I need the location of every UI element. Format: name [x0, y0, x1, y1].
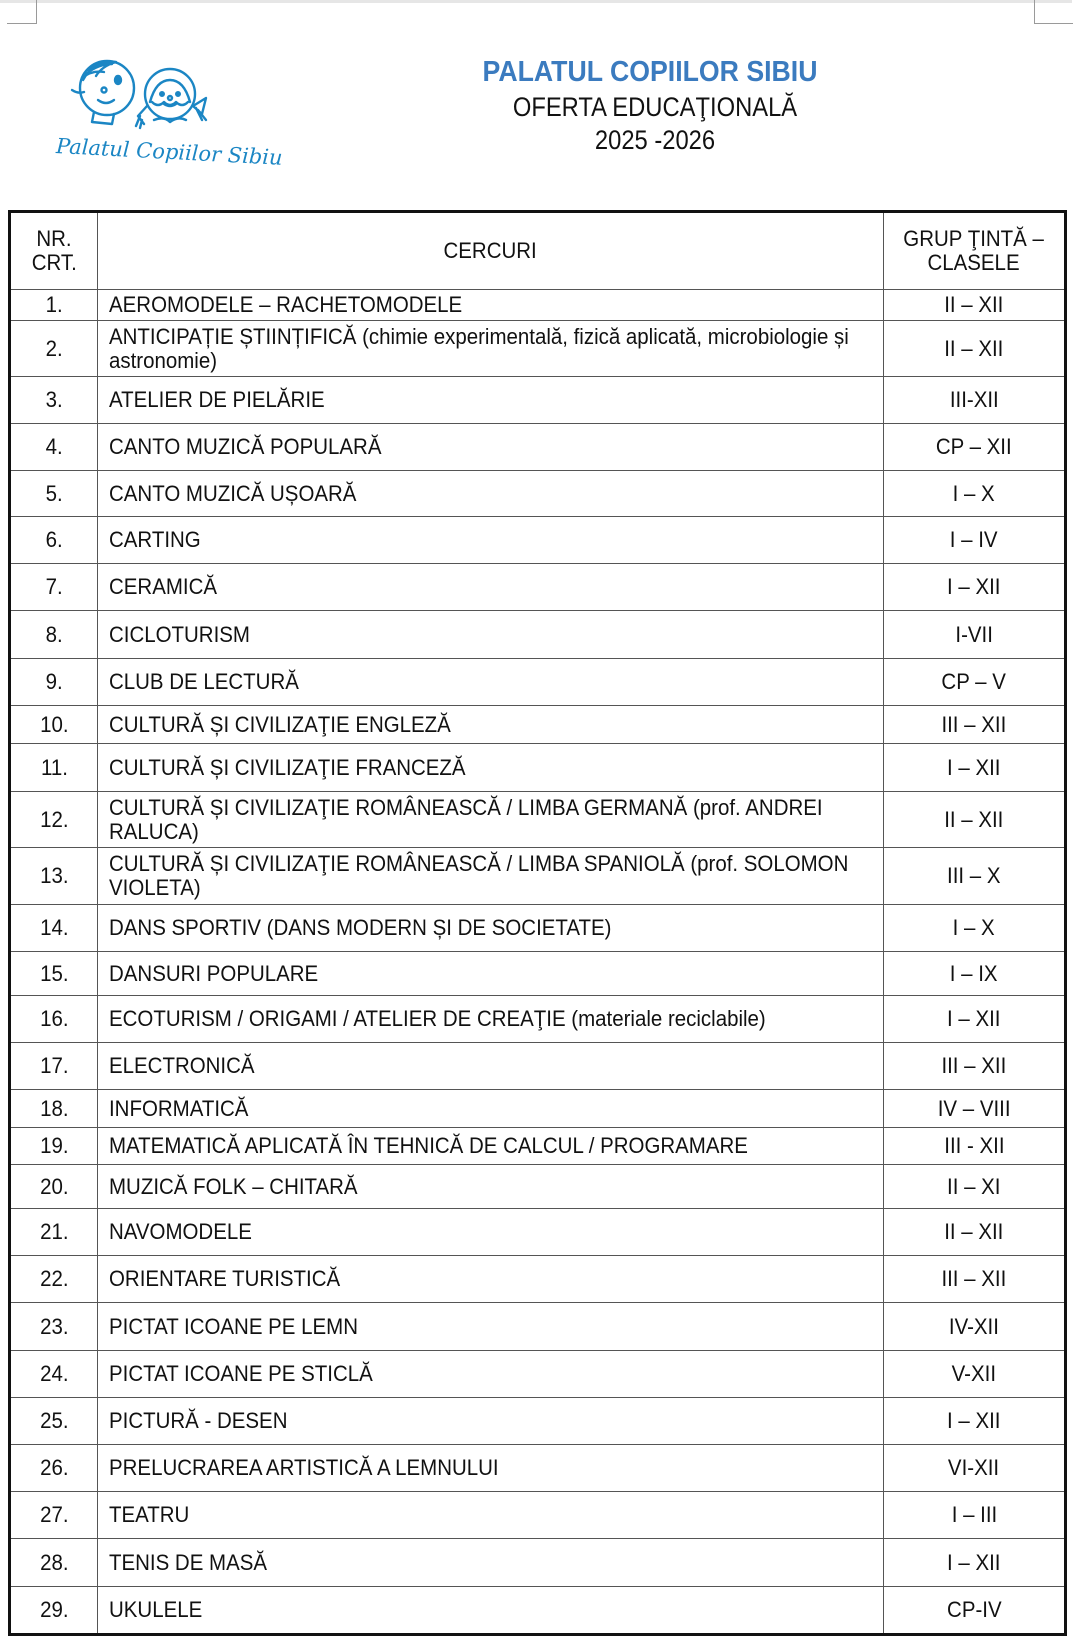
course-name: ANTICIPAȚIE ȘTIINȚIFICĂ (chimie experimentală, fizică aplicată, microbiologie și astronomie) [109, 323, 849, 373]
course-name-cell [98, 952, 884, 996]
course-name: MUZICĂ FOLK – CHITARĂ [109, 1173, 358, 1199]
course-name: UKULELE [109, 1597, 203, 1622]
target-group-cell [884, 1398, 1066, 1445]
target-group: III-XII [949, 387, 999, 412]
row-number-cell [10, 848, 98, 905]
row-number: 19. [39, 1133, 69, 1158]
course-name: ELECTRONICĂ [109, 1053, 255, 1078]
table-row [10, 1398, 1066, 1445]
course-name: CANTO MUZICĂ POPULARĂ [109, 434, 382, 459]
course-name: CULTURĂ ȘI CIVILIZAŢIE ROMÂNEASCĂ / LIMBA GERMANĂ (prof. ANDREI RALUCA) [109, 794, 823, 844]
target-group: III - XII [943, 1133, 1005, 1158]
target-group-cell [884, 517, 1066, 564]
row-number-cell [10, 611, 98, 659]
palatul-copiilor-logo [52, 50, 284, 180]
course-name-cell [98, 1587, 884, 1635]
target-group-cell [884, 905, 1066, 952]
target-group: I – XII [947, 574, 1001, 599]
row-number: 21. [39, 1219, 69, 1244]
row-number-cell [10, 424, 98, 471]
course-name-cell [98, 905, 884, 952]
table-row [10, 1303, 1066, 1351]
course-name-cell [98, 1539, 884, 1587]
row-number: 17. [39, 1053, 69, 1078]
table-row [10, 905, 1066, 952]
row-number: 2. [45, 335, 63, 361]
page-top-edge [0, 0, 1072, 3]
row-number-cell [10, 377, 98, 424]
target-group-cell [884, 1128, 1066, 1165]
target-group: I – IV [950, 527, 998, 552]
row-number: 26. [39, 1455, 69, 1480]
course-name: CERAMICĂ [109, 574, 217, 599]
row-number-cell [10, 321, 98, 377]
course-name: ATELIER DE PIELĂRIE [109, 387, 325, 412]
course-name-cell [98, 1165, 884, 1209]
target-group-cell [884, 564, 1066, 611]
row-number-cell [10, 1303, 98, 1351]
target-group: I – XII [947, 1006, 1001, 1031]
course-name: TENIS DE MASĂ [109, 1549, 268, 1575]
course-name-cell [98, 1209, 884, 1256]
row-number: 20. [39, 1173, 69, 1199]
target-group: II – XII [944, 1219, 1004, 1244]
row-number: 3. [45, 387, 63, 412]
course-name-cell [98, 706, 884, 744]
target-group: IV-XII [948, 1313, 1000, 1339]
target-group: III – XII [941, 1053, 1007, 1078]
row-number: 29. [39, 1597, 69, 1622]
course-name: DANSURI POPULARE [109, 960, 319, 986]
row-number-cell [10, 1398, 98, 1445]
course-name: PRELUCRAREA ARTISTICĂ A LEMNULUI [109, 1455, 499, 1480]
course-name-cell [98, 611, 884, 659]
row-number: 13. [39, 863, 69, 888]
table-row [10, 321, 1066, 377]
course-name-cell [98, 848, 884, 905]
course-name: CARTING [109, 527, 201, 552]
document-title: OFERTA EDUCAŢIONALĂ [512, 92, 798, 122]
target-group-cell [884, 1043, 1066, 1090]
target-group-cell [884, 744, 1066, 792]
table-row [10, 1351, 1066, 1398]
course-name-cell [98, 1128, 884, 1165]
target-group: I-VII [955, 621, 993, 647]
table-row [10, 1165, 1066, 1209]
course-name: MATEMATICĂ APLICATĂ ÎN TEHNICĂ DE CALCUL / PROGRAMARE [109, 1133, 748, 1158]
table-row [10, 1445, 1066, 1492]
course-name-cell [98, 517, 884, 564]
target-group-cell [884, 1165, 1066, 1209]
target-group: I – IX [950, 960, 998, 986]
row-number-cell [10, 1043, 98, 1090]
school-year: 2025 -2026 [594, 125, 716, 155]
row-number-cell [10, 1128, 98, 1165]
course-name-cell [98, 1256, 884, 1303]
table-row [10, 996, 1066, 1043]
row-number: 18. [39, 1095, 69, 1121]
row-number-cell [10, 952, 98, 996]
row-number: 6. [45, 527, 63, 552]
target-group: I – XII [947, 1408, 1001, 1433]
course-name: NAVOMODELE [109, 1219, 252, 1244]
row-number-cell [10, 1445, 98, 1492]
course-name-cell [98, 996, 884, 1043]
target-group-cell [884, 1256, 1066, 1303]
course-name-cell [98, 1303, 884, 1351]
course-name-cell [98, 377, 884, 424]
course-name: CULTURĂ ȘI CIVILIZAŢIE ENGLEZĂ [109, 711, 451, 737]
target-group-cell [884, 792, 1066, 848]
row-number-cell [10, 1539, 98, 1587]
row-number-cell [10, 996, 98, 1043]
row-number: 28. [39, 1549, 69, 1575]
course-name-cell [98, 290, 884, 321]
row-number: 1. [45, 292, 63, 317]
course-name: TEATRU [109, 1502, 190, 1527]
target-group: CP-IV [946, 1597, 1002, 1622]
row-number: 5. [45, 480, 63, 506]
row-number: 23. [39, 1313, 69, 1339]
table-row [10, 564, 1066, 611]
target-group-cell [884, 1492, 1066, 1539]
margin-corner-mark-left [7, 0, 37, 24]
table-header-row [10, 212, 1066, 290]
course-name: CANTO MUZICĂ UȘOARĂ [109, 480, 357, 506]
course-offer-table [8, 210, 1067, 1636]
course-name-cell [98, 321, 884, 377]
target-group-cell [884, 1351, 1066, 1398]
target-group-cell [884, 1587, 1066, 1635]
target-group-cell [884, 471, 1066, 517]
table-row [10, 1128, 1066, 1165]
row-number-cell [10, 564, 98, 611]
target-group: V-XII [951, 1361, 997, 1386]
target-group: VI-XII [948, 1455, 1000, 1480]
target-group: I – X [952, 480, 996, 506]
target-group-cell [884, 1303, 1066, 1351]
table-row [10, 1209, 1066, 1256]
row-number-cell [10, 905, 98, 952]
target-group: II – XI [947, 1173, 1001, 1199]
table-row [10, 1492, 1066, 1539]
course-name-cell [98, 424, 884, 471]
row-number-cell [10, 517, 98, 564]
target-group-cell [884, 1090, 1066, 1128]
course-name: CICLOTURISM [109, 621, 250, 647]
table-row [10, 952, 1066, 996]
table-row [10, 290, 1066, 321]
course-name: CULTURĂ ȘI CIVILIZAŢIE ROMÂNEASCĂ / LIMBA SPANIOLĂ (prof. SOLOMON VIOLETA) [109, 851, 849, 900]
table-row [10, 377, 1066, 424]
table-row [10, 611, 1066, 659]
table-row [10, 744, 1066, 792]
target-group: I – XII [947, 1549, 1001, 1575]
row-number: 11. [40, 754, 68, 780]
row-number-cell [10, 1351, 98, 1398]
row-number: 9. [45, 669, 63, 694]
row-number-cell [10, 1209, 98, 1256]
row-number-cell [10, 1165, 98, 1209]
target-group-cell [884, 424, 1066, 471]
course-name: DANS SPORTIV (DANS MODERN ȘI DE SOCIETATE) [109, 915, 612, 940]
target-group: I – XII [947, 754, 1001, 780]
target-group: IV – VIII [937, 1095, 1011, 1121]
row-number-cell [10, 1587, 98, 1635]
row-number: 12. [39, 806, 69, 832]
target-group-cell [884, 290, 1066, 321]
course-name: PICTAT ICOANE PE STICLĂ [109, 1361, 373, 1386]
table-row [10, 659, 1066, 706]
table-row [10, 1587, 1066, 1635]
course-name-cell [98, 792, 884, 848]
row-number-cell [10, 792, 98, 848]
column-header-nr [10, 212, 98, 290]
table-row [10, 517, 1066, 564]
row-number-cell [10, 1256, 98, 1303]
course-name-cell [98, 744, 884, 792]
target-group: II – XII [944, 806, 1004, 832]
target-group-cell [884, 659, 1066, 706]
target-group-cell [884, 706, 1066, 744]
course-name-cell [98, 471, 884, 517]
course-name: CLUB DE LECTURĂ [109, 669, 299, 694]
table-row [10, 706, 1066, 744]
row-number: 16. [39, 1006, 69, 1031]
target-group-cell [884, 611, 1066, 659]
row-number: 4. [45, 434, 63, 459]
row-number: 7. [45, 574, 63, 599]
course-name-cell [98, 1445, 884, 1492]
course-name: PICTURĂ - DESEN [109, 1408, 288, 1433]
course-name: PICTAT ICOANE PE LEMN [109, 1313, 358, 1339]
row-number: 27. [39, 1502, 69, 1527]
table-row [10, 1256, 1066, 1303]
table-row [10, 471, 1066, 517]
target-group: CP – XII [936, 434, 1012, 459]
course-name: ECOTURISM / ORIGAMI / ATELIER DE CREAŢIE (materiale reciclabile) [109, 1006, 766, 1031]
row-number-cell [10, 659, 98, 706]
row-number-cell [10, 290, 98, 321]
column-header-nr-line1: NR. [36, 226, 72, 251]
table-row [10, 1539, 1066, 1587]
column-header-nr-line2: CRT. [31, 250, 77, 275]
course-name-cell [98, 1090, 884, 1128]
row-number-cell [10, 1492, 98, 1539]
table-row [10, 1090, 1066, 1128]
column-header-name-label: CERCURI [443, 238, 538, 263]
target-group: CP – V [941, 669, 1007, 694]
row-number: 15. [39, 960, 69, 986]
row-number: 10. [39, 711, 69, 737]
table-row [10, 424, 1066, 471]
target-group: I – X [952, 915, 996, 940]
target-group: III – X [947, 863, 1001, 888]
row-number-cell [10, 706, 98, 744]
course-name-cell [98, 564, 884, 611]
course-name-cell [98, 1351, 884, 1398]
course-name: AEROMODELE – RACHETOMODELE [109, 292, 463, 317]
target-group: II – XII [944, 292, 1004, 317]
target-group-cell [884, 952, 1066, 996]
row-number-cell [10, 1090, 98, 1128]
row-number: 8. [45, 621, 63, 647]
course-name-cell [98, 1043, 884, 1090]
target-group: III – XII [941, 711, 1007, 737]
table-row [10, 792, 1066, 848]
margin-corner-mark-right [1034, 0, 1073, 24]
target-group-cell [884, 1539, 1066, 1587]
target-group: II – XII [944, 335, 1004, 361]
course-name-cell [98, 1492, 884, 1539]
column-header-group-line2: CLASELE [927, 250, 1021, 275]
course-name-cell [98, 659, 884, 706]
target-group-cell [884, 1209, 1066, 1256]
column-header-name [98, 212, 884, 290]
document-header [400, 56, 910, 156]
column-header-group [884, 212, 1066, 290]
target-group-cell [884, 996, 1066, 1043]
row-number: 24. [39, 1361, 69, 1386]
row-number: 22. [39, 1266, 69, 1291]
target-group-cell [884, 1445, 1066, 1492]
target-group-cell [884, 377, 1066, 424]
row-number-cell [10, 744, 98, 792]
table-row [10, 1043, 1066, 1090]
row-number-cell [10, 471, 98, 517]
logo-text: Palatul Copiilor Sibiu [55, 133, 284, 170]
row-number: 14. [39, 915, 69, 940]
target-group-cell [884, 848, 1066, 905]
course-name: INFORMATICĂ [109, 1095, 249, 1121]
course-name: ORIENTARE TURISTICĂ [109, 1266, 341, 1291]
target-group: I – III [951, 1502, 997, 1527]
course-name-cell [98, 1398, 884, 1445]
column-header-group-line1: GRUP ŢINTĂ – [903, 226, 1045, 251]
table-row [10, 848, 1066, 905]
organization-name: PALATUL COPIILOR SIBIU [482, 56, 818, 88]
row-number: 25. [39, 1408, 69, 1433]
course-name: CULTURĂ ȘI CIVILIZAŢIE FRANCEZĂ [109, 754, 466, 780]
target-group: III – XII [941, 1266, 1007, 1291]
target-group-cell [884, 321, 1066, 377]
